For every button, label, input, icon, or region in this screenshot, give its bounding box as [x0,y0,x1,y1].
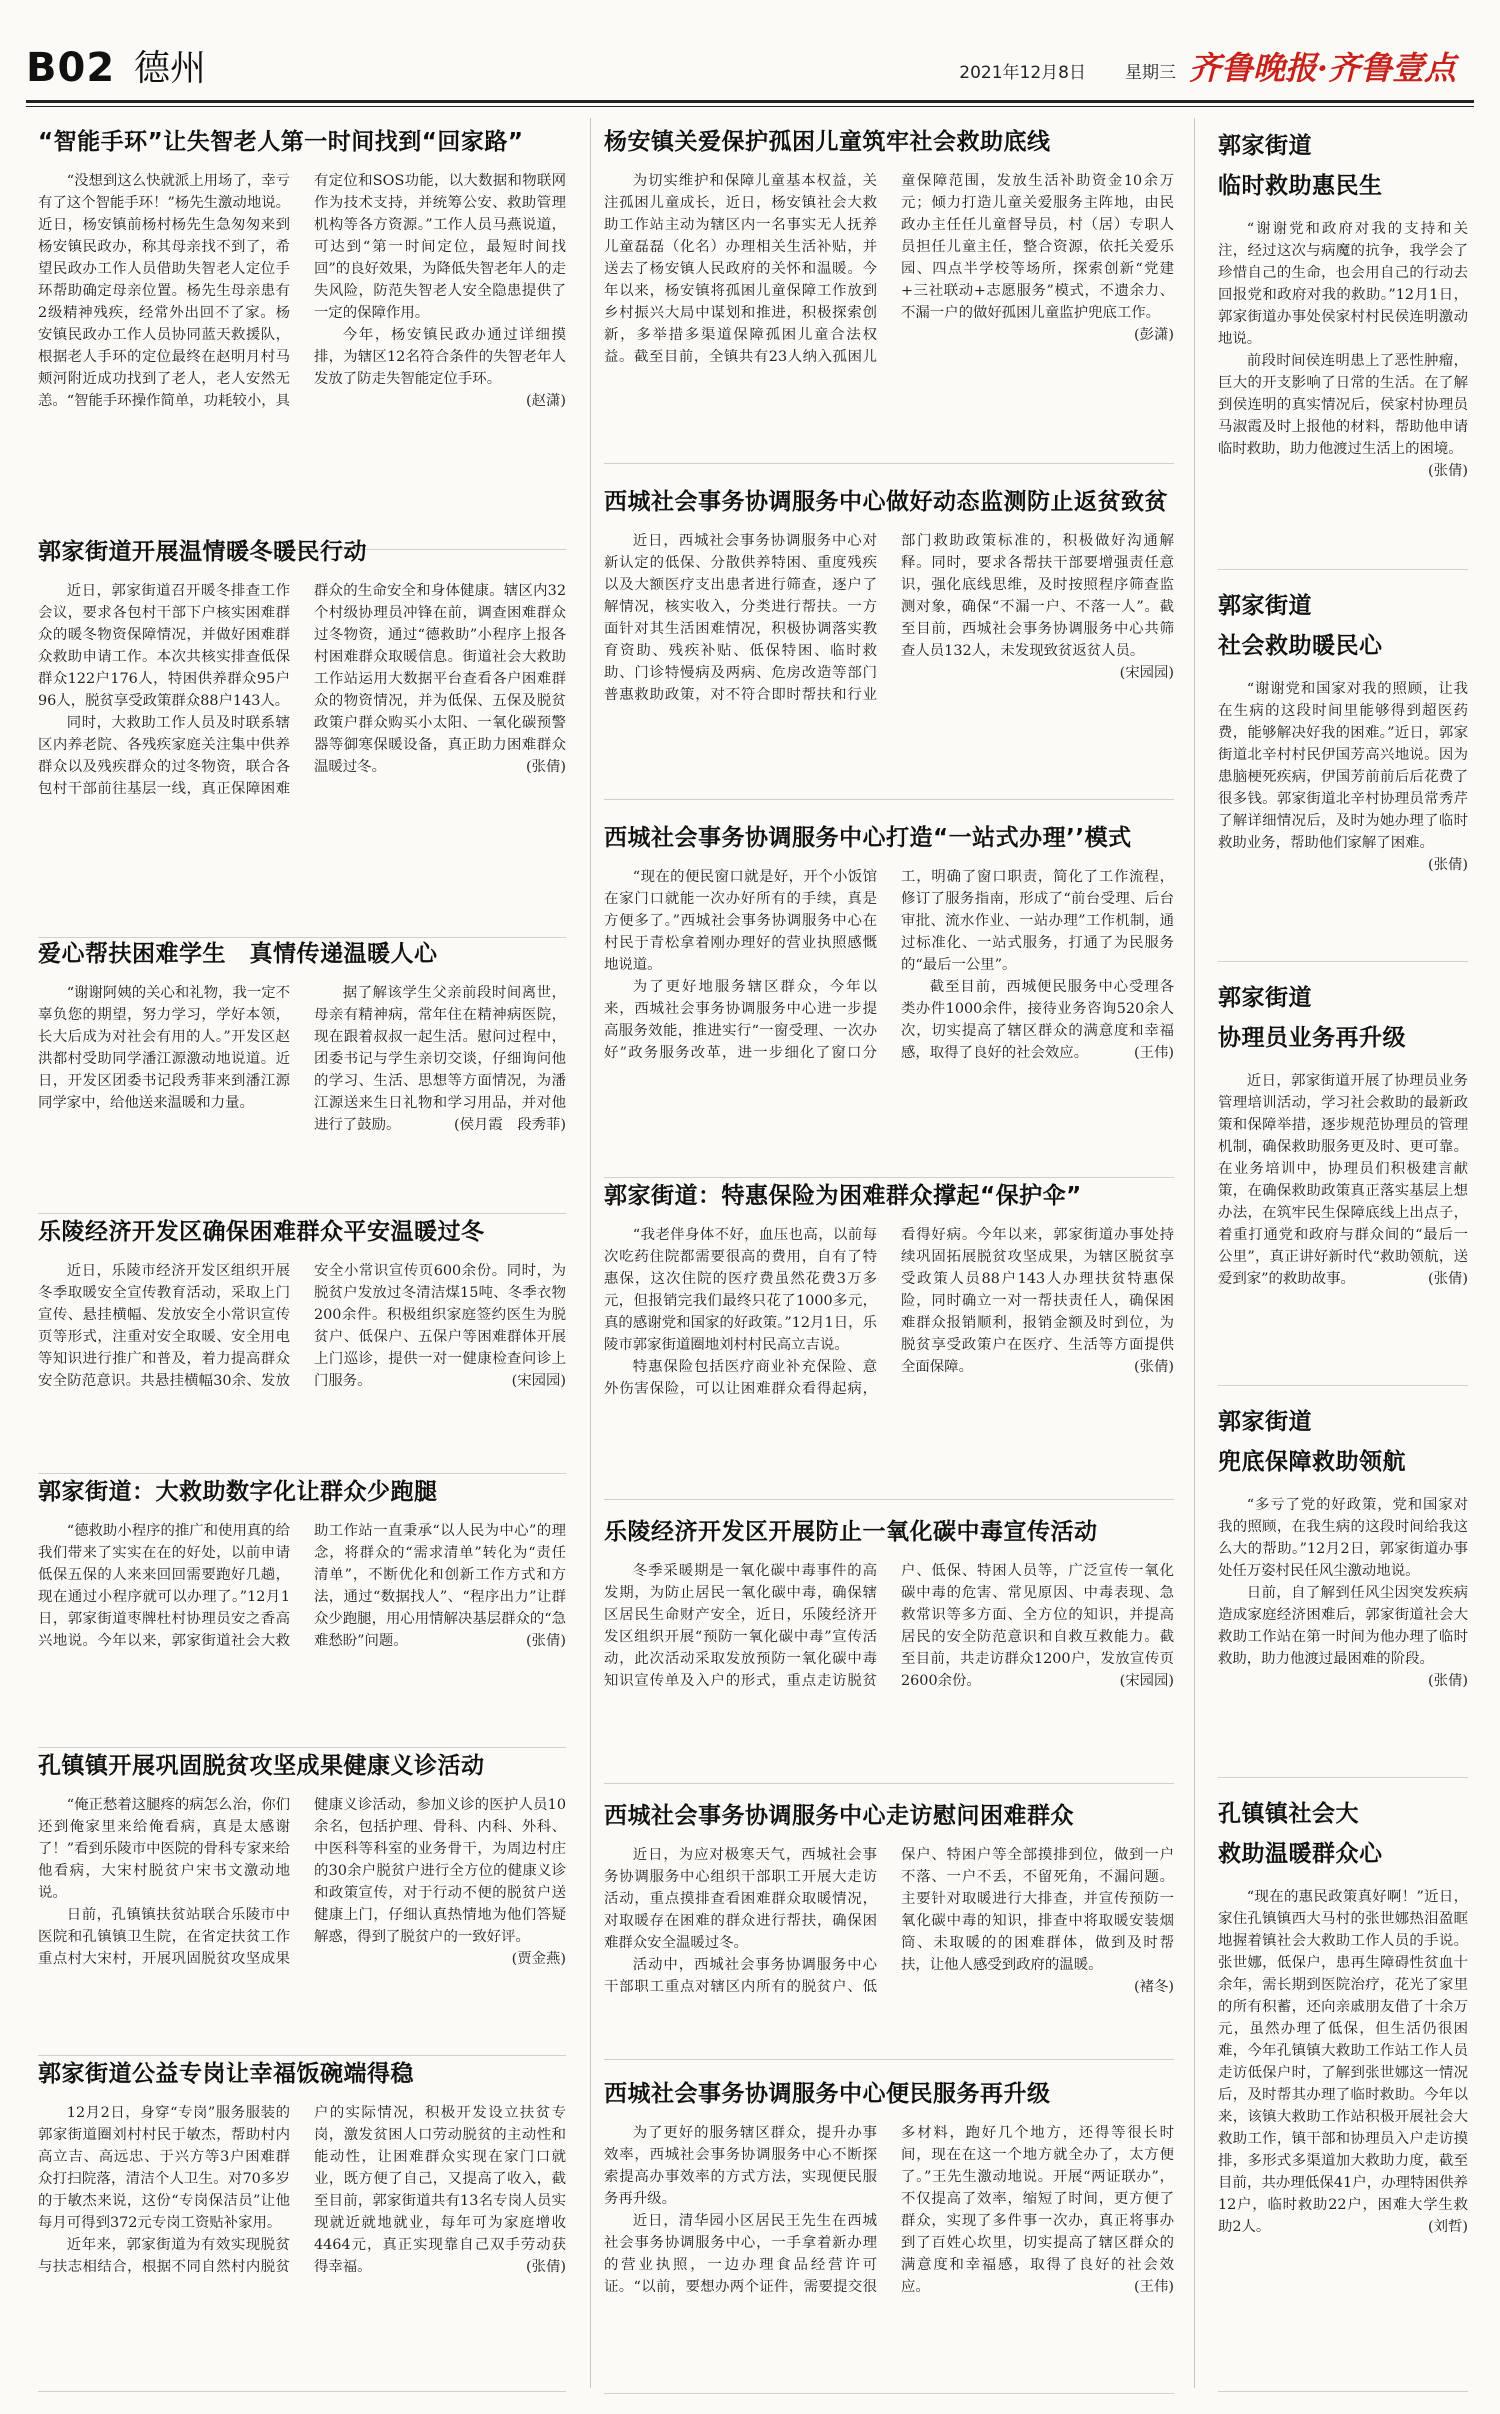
masthead-rule [26,100,1474,103]
article-paragraph: 近日，乐陵市经济开发区组织开展冬季取暖安全宣传教育活动，采取上门宣传、悬挂横幅、发放安全小常识宣传页等形式，注重对安全取暖、安全用电等知识进行推广和普及，着力提高群众安全防范意识。共悬挂横幅30余、发放安全小常识宣传页600余份。同时，为脱贫户发放过冬清洁煤15吨、冬季衣物200余件。积极组织家庭签约医生为脱贫户、低保户、五保户等困难群体开展上门巡诊，提供一对一健康检查问诊上门服务。 (宋园园) [38,1260,566,1392]
article-paragraph: 为了更好地服务辖区群众，今年以来，西城社会事务协调服务中心进一步提高服务效能，推进实行“一窗受理、一次办好”政务服务改革，进一步细化了窗口分工，明确了窗口职责，简化了工作流程，修订了服务指南，形成了“前台受理、后台审批、流水作业、一站办理”工作机制，通过标准化、一站式服务，打通了为民服务的“最后一公里”。 [604,869,1174,1061]
article-separator [1218,961,1468,962]
column-divider [1194,118,1195,2388]
article-separator [604,2059,1174,2060]
article [1218,1402,1468,1774]
column-divider [590,118,591,2388]
article-headline: 爱心帮扶困难学生 真情传递温暖人心 [38,941,438,967]
article-byline: (褚冬) [1133,1979,1174,1995]
article-paragraph: 近日，西城社会事务协调服务中心对新认定的低保、分散供养特困、重度残疾以及大额医疗支出患者进行筛查，逐户了解情况，核实收入，分类进行帮扶。一方面针对其生活困难情况，积极协调落实教育资助、残疾补贴、低保特困、临时救助、门诊特慢病及两病、危房改造等部门普惠救助政策，对不符合即时帮扶和行业部门救助政策标准的，积极做好沟通解释。同时，要求各帮扶干部要增强责任意识，强化底线思维，及时按照程序筛查监测对象，确保“不漏一户、不落一人”。截至目前，西城社会事务协调服务中心共筛查人员132人，未发现致贫返贫人员。 (宋园园) [604,533,1174,703]
article-paragraph: “现在的便民窗口就是好，开个小饭馆在家门口就能一次办好所有的手续，真是方便多了。”西城社会事务协调服务中心在村民于青松拿着刚办理好的营业执照感慨地说道。 [604,869,877,973]
article-paragraph: 前段时间侯连明患上了恶性肿瘤，巨大的开支影响了日常的生活。在了解到侯连明的真实情况后，侯家村协理员马淑霞及时上报他的材料，帮助他申请临时救助，助力他渡过生活上的困境。 (张倩) [1218,350,1468,460]
article-paragraph: 截至目前，西城便民服务中心受理各类办件1000余件，接待业务咨询520余人次，切实提高了辖区群众的满意度和幸福感，取得了良好的社会效应。 (王伟) [901,976,1174,1064]
article-paragraph: “德救助小程序的推广和使用真的给我们带来了实实在在的好处，以前申请低保五保的人来来回回需要跑好几趟，现在通过小程序就可以办理了。”12月1日，郭家街道枣牌杜村协理员安之香高兴地说。今年以来，郭家街道社会大救助工作站一直秉承“以人民为中心”的理念，将群众的“需求清单”转化为“责任清单”，不断优化和创新工作方式和方法，通过“数据找人”、“程序出力”让群众少跑腿，用心用情解决基层群众的“急难愁盼”问题。 (张倩) [38,1520,566,1652]
article-body [38,580,566,800]
article-paragraph: 据了解该学生父亲前段时间离世，母亲有精神病，常年住在精神病医院，现在跟着叔叔一起生活。慰问过程中，团委书记与学生亲切交谈，仔细询问他的学习、生活、思想等方面情况，为潘江源送来生日礼物和学习用品，并对他进行了鼓励。 (侯月霞 段秀菲) [314,982,566,1136]
brand-logo: 齐鲁晚报·齐鲁壹点 [1188,49,1456,87]
article-byline: (张倩) [1427,1271,1468,1287]
article [38,1216,566,1470]
article-paragraph: 近日，为应对极寒天气，西城社会事务协调服务中心组织干部职工开展大走访活动，重点摸排查看困难群众取暖情况，对取暖存在困难的群众进行帮扶，确保困难群众安全温暖过冬。 [604,1847,877,1951]
article [38,536,566,934]
article-headline: 孔镇镇社会大 救助温暖群众心 [1218,1801,1383,1867]
article-headline: 杨安镇关爱保护孤困儿童筑牢社会救助底线 [604,129,1051,155]
article-body [1218,1494,1468,1692]
article-headline: 郭家街道 社会救助暖民心 [1218,593,1383,659]
article-headline: “智能手环”让失智老人第一时间找到“回家路” [38,129,524,155]
article [604,1516,1174,1780]
article [1218,126,1468,566]
article [38,126,566,546]
article-body [604,1844,1174,1998]
section-name: 德州 [134,48,207,89]
article-paragraph: 近日，清华园小区居民王先生在西城社会事务协调服务中心，一手拿着新办理的营业执照，一边办理食品经营许可证。“以前，要想办两个证件，需要提交很多材料，跑好几个地方，还得等很长时间，现在在这一个地方就全办了，太方便了。”王先生激动地说。开展“两证联办”，不仅提高了效率，缩短了时间，更方便了群众，实现了多件事一次办，真正将事办到了百姓心坎里，切实提高了辖区群众的满意度和幸福感，取得了良好的社会效应。 (王伟) [604,2122,1174,2298]
article-headline: 郭家街道公益专岗让幸福饭碗端得稳 [38,2061,414,2087]
article-body [38,1794,566,1970]
article [604,1180,1174,1496]
article-headline: 孔镇镇开展巩固脱贫攻坚成果健康义诊活动 [38,1753,485,1779]
article-body [604,2122,1174,2298]
article-paragraph: 近年来，郭家街道为有效实现脱贫与扶志相结合，根据不同自然村内脱贫户的实际情况，积极开发设立扶贫专岗，激发贫困人口劳动脱贫的主动性和能动性，让困难群众实现在家门口就业，既方便了自己，又提高了收入，截至目前，郭家街道共有13名专岗人员实现就近就地就业，每年可为家庭增收4464元，真正实现靠自己双手劳动获得幸福。 (张倩) [38,2102,566,2278]
masthead [26,42,1476,98]
article-byline: (张倩) [1427,463,1468,479]
article-byline: (张倩) [525,2259,566,2275]
article-paragraph: 为了更好的服务辖区群众，提升办事效率，西城社会事务协调服务中心不断探索提高办事效率的方式方法，实现便民服务再升级。 [604,2125,877,2207]
article-body [38,170,566,412]
article [38,2058,566,2388]
article-paragraph: “谢谢党和政府对我的支持和关注，经过这次与病魔的抗争，我学会了珍惜自己的生命，也会用自己的行动去回报党和政府对我的救助。”12月1日，郭家街道办事处侯家村村民侯连明激动地说。 [1218,221,1468,347]
article-headline: 郭家街道 临时救助惠民生 [1218,133,1383,199]
article-byline: (彭潇) [1133,327,1174,343]
article-paragraph: 日前，孔镇镇扶贫站联合乐陵市中医院和孔镇镇卫生院，在省定扶贫工作重点村大宋村，开展巩固脱贫攻坚成果健康义诊活动，参加义诊的医护人员10余名，包括护理、骨科、内科、外科、中医科等科室的业务骨干，为周边村庄的30余户脱贫户进行全方位的健康义诊和政策宣传，对于行动不便的脱贫户送健康上门，仔细认真热情地为他们答疑解惑，得到了脱贫户的一致好评。 (贾金燕) [38,1794,566,1970]
article-headline: 郭家街道 协理员业务再升级 [1218,985,1406,1051]
article [604,486,1174,796]
article-headline: 郭家街道：特惠保险为困难群众撑起“保护伞” [604,1183,1082,1209]
article [604,126,1174,460]
article-separator [38,2055,566,2056]
article-paragraph: 特惠保险包括医疗商业补充保险、意外伤害保险，可以让困难群众看得起病，看得好病。今年以来，郭家街道办事处持续巩固拓展脱贫攻坚成果，为辖区脱贫享受政策人员88户143人办理扶贫特惠保险，同时确立一对一帮扶责任人，确保困难群众报销顺利，报销金额及时到位，为脱贫享受政策户在医疗、生活等方面提供全面保障。 (张倩) [604,1227,1174,1397]
article-separator [604,1783,1174,1784]
article-separator [1218,569,1468,570]
issue-date: 2021年12月8日 [959,63,1086,83]
article-paragraph: “现在的惠民政策真好啊！”近日，家住孔镇镇西大马村的张世娜热泪盈眶地握着镇社会大救助工作人员的手说。张世娜，低保户，患再生障碍性贫血十余年，需长期到医院治疗，花光了家里的所有积蓄，还向亲戚朋友借了十余万元，虽然办理了低保，但生活仍很困难，今年孔镇镇大救助工作站工作人员走访低保户时，了解到张世娜这一情况后，及时帮其办理了临时救助。今年以来，该镇大救助工作站积极开展社会大救助工作，镇干部和协理员入户走访摸排，多形式多渠道加大救助力度，截至目前，共办理低保41户，办理特困供养12户，临时救助22户，困难大学生救助2人。 (刘哲) [1218,1886,1468,2238]
article-paragraph: 今年，杨安镇民政办通过详细摸排，为辖区12名符合条件的失智老年人发放了防走失智能定位手环。 (赵潇) [314,324,566,390]
article-body [1218,1886,1468,2238]
article-headline: 乐陵经济开发区确保困难群众平安温暖过冬 [38,1219,485,1245]
article-headline: 郭家街道开展温情暖冬暖民行动 [38,539,367,565]
article-byline: (宋园园) [1119,1673,1174,1689]
article-byline: (贾金燕) [511,1951,566,1967]
article-separator [604,2393,1174,2394]
masthead-rule-thin [26,106,1474,107]
article-body [38,1260,566,1392]
article-body [604,170,1174,368]
article [604,1800,1174,2056]
page-number: B02 [26,45,116,91]
article-paragraph: 近日，郭家街道召开暖冬排查工作会议，要求各包村干部下户核实困难群众的暖冬物资保障情况，并做好困难群众救助申请工作。本次共核实排查低保群众122户176人，特困供养群众95户96人，脱贫享受政策群众88户143人。 [38,583,290,709]
article-paragraph: 同时，大救助工作人员及时联系辖区内养老院、各残疾家庭关注集中供养群众以及残疾群众的过冬物资，联合各包村干部前往基层一线，真正保障困难群众的生命安全和身体健康。辖区内32个村级协理员冲锋在前，调查困难群众过冬物资，通过“德救助”小程序上报各村困难群众取暖信息。街道社会大救助工作站运用大数据平台查看各户困难群众的物资情况，并为低保、五保及脱贫政策户群众购买小太阳、一氧化碳预警器等御寒保暖设备，真正助力困难群众温暖过冬。 (张倩) [38,583,566,797]
article-separator [38,1473,566,1474]
article-separator [604,1177,1174,1178]
article-separator [1218,1777,1468,1778]
article-paragraph: “没想到这么快就派上用场了，幸亏有了这个智能手环！”杨先生激动地说。近日，杨安镇前杨村杨先生急匆匆来到杨安镇民政办，称其母亲找不到了，希望民政办工作人员借助失智老人定位手环帮助确定母亲位置。杨先生母亲患有2级精神残疾，经常外出回不了家。杨安镇民政办工作人员协同蓝天救援队，根据老人手环的定位最终在赵明月村马颊河附近成功找到了老人，老人安然无恙。“智能手环操作简单，功耗较小，具有定位和SOS功能，以大数据和物联网作为技术支持，并统筹公安、救助管理机构等各方资源。”工作人员马燕说道，可达到“第一时间定位，最短时间找回”的良好效果，为降低失智老年人的走失风险，防范失智老人安全隐患提供了一定的保障作用。 [38,173,566,409]
article-headline: 西城社会事务协调服务中心走访慰问困难群众 [604,1803,1074,1829]
article-headline: 郭家街道 兜底保障救助领航 [1218,1409,1406,1475]
article-paragraph: 为切实维护和保障儿童基本权益，关注孤困儿童成长，近日，杨安镇社会大救助工作站主动为辖区内一名事实无人抚养儿童磊磊（化名）办理相关生活补贴，并送去了杨安镇人民政府的关怀和温暖。今年以来，杨安镇将孤困儿童保障工作放到乡村振兴大局中谋划和推进，积极探索创新，多举措多渠道保障孤困儿童合法权益。截至目前，全镇共有23人纳入孤困儿童保障范围，发放生活补助资金10余万元；倾力打造儿童关爱服务主阵地，由民政办主任任儿童督导员，村（居）专职人员担任儿童主任，整合资源，依托关爱乐园、四点半学校等场所，探索创新“党建+三社联动+志愿服务”模式，不遗余力、不漏一户的做好孤困儿童监护兜底工作。 (彭潇) [604,173,1174,365]
article [1218,1794,1468,2388]
article-byline: (赵潇) [525,393,566,409]
article-body [38,1520,566,1652]
article [38,1750,566,2052]
article [38,1476,566,1744]
article-paragraph: 12月2日，身穿“专岗”服务服装的郭家街道圈刘村村民于敏杰，帮助村内高立吉、高远忠、于兴方等3户困难群众打扫院落，清洁个人卫生。对70多岁的于敏杰来说，这份“专岗保洁员”让他每月可得到372元专岗工资贴补家用。 [38,2105,290,2231]
article [604,2078,1174,2390]
article-byline: (宋园园) [1119,665,1174,681]
article-paragraph: 冬季采暖期是一氧化碳中毒事件的高发期，为防止居民一氧化碳中毒，确保辖区居民生命财产安全，近日，乐陵经济开发区组织开展“预防一氧化碳中毒”宣传活动，此次活动采取发放预防一氧化碳中毒知识宣传单及入户的形式，重点走访脱贫户、低保、特困人员等，广泛宣传一氧化碳中毒的危害、常见原因、中毒表现、急救常识等多方面、全方位的知识，并提高居民的安全防范意识和自救互救能力。截至目前，共走访群众1200户，发放宣传页2600余份。 (宋园园) [604,1560,1174,1692]
article-separator [38,1213,566,1214]
article-separator [38,2391,566,2392]
article-body [604,1224,1174,1400]
article [604,822,1174,1174]
article-body [604,866,1174,1064]
article-separator [604,799,1174,800]
article-body [1218,218,1468,482]
article-paragraph: “多亏了党的好政策，党和国家对我的照顾，在我生病的这段时间给我这么大的帮助。”12月2日，郭家街道办事处任万姿村民任风尘激动地说。 [1218,1497,1468,1579]
article-byline: (宋园园) [511,1373,566,1389]
article-separator [1218,1385,1468,1386]
issue-weekday: 星期三 [1125,63,1176,83]
article-body [1218,1070,1468,1290]
article-body [38,2102,566,2278]
article-byline: (侯月霞 段秀菲) [454,1117,566,1133]
article-byline: (张倩) [1427,1673,1468,1689]
article-headline: 西城社会事务协调服务中心做好动态监测防止返贫致贫 [604,489,1168,515]
article-byline: (王伟) [1133,1045,1174,1061]
article-separator [604,1499,1174,1500]
article [1218,586,1468,958]
article-paragraph: “谢谢党和国家对我的照顾，让我在生病的这段时间里能够得到超医药费，能够解决好我的困难。”近日，郭家街道北辛村村民伊国芳高兴地说。因为患脑梗死疾病，伊国芳前前后后花费了很多钱。郭家街道北辛村协理员常秀芹了解详细情况后，及时为她办理了临时救助业务，帮助他们家解了困难。 (张倩) [1218,678,1468,854]
article-separator [604,463,1174,464]
article-body [38,982,566,1136]
article-headline: 乐陵经济开发区开展防止一氧化碳中毒宣传活动 [604,1519,1098,1545]
article-byline: (张倩) [525,1633,566,1649]
article-byline: (张倩) [525,759,566,775]
article-headline: 西城社会事务协调服务中心打造“一站式办理’’模式 [604,825,1132,851]
article-byline: (王伟) [1133,2279,1174,2295]
article-paragraph: “谢谢阿姨的关心和礼物，我一定不辜负您的期望，努力学习，学好本领，长大后成为对社会有用的人。”开发区赵洪都村受助同学潘江源激动地说道。近日，开发区团委书记段秀菲来到潘江源同学家中，给他送来温暖和力量。 [38,985,291,1111]
article-headline: 郭家街道：大救助数字化让群众少跑腿 [38,1479,438,1505]
article-body [604,1560,1174,1692]
article-byline: (刘哲) [1427,2219,1468,2235]
article-headline: 西城社会事务协调服务中心便民服务再升级 [604,2081,1051,2107]
article-byline: (张倩) [1427,857,1468,873]
article-paragraph: 活动中，西城社会事务协调服务中心干部职工重点对辖区内所有的脱贫户、低保户、特困户等全部摸排到位，做到一户不落、一户不丢，不留死角，不漏问题。主要针对取暖进行大排查，并宣传预防一氧化碳中毒的知识，排查中将取暖安装烟筒、未取暖的的困难群体，做到及时帮扶，让他人感受到政府的温暖。 (褚冬) [604,1844,1174,1998]
article-body [604,530,1174,706]
article-separator [38,1747,566,1748]
article-paragraph: “我老伴身体不好，血压也高，以前每次吃药住院都需要很高的费用，自有了特惠保，这次住院的医疗费虽然花费3万多元，但报销完我们最终只花了1000多元，真的感谢党和国家的好政策。”12月1日，乐陵市郭家街道圈地刘村村民高立吉说。 [604,1227,877,1353]
article-body [1218,678,1468,876]
article-paragraph: 日前，自了解到任风尘因突发疾病造成家庭经济困难后，郭家街道社会大救助工作站在第一时间为他办理了临时救助，助力他渡过最困难的阶段。 (张倩) [1218,1582,1468,1670]
article-paragraph: “俺正愁着这腿疼的病怎么治，你们还到俺家里来给俺看病，真是太感谢了！”看到乐陵市中医院的骨科专家来给他看病，大宋村脱贫户宋书文激动地说。 [38,1797,291,1901]
article-separator [1218,2391,1468,2392]
article [38,938,566,1210]
article-byline: (张倩) [1133,1359,1174,1375]
article [1218,978,1468,1382]
article-paragraph: 近日，郭家街道开展了协理员业务管理培训活动，学习社会救助的最新政策和保障举措，逐步规范协理员的管理机制，确保救助服务更及时、更可靠。在业务培训中，协理员们积极建言献策，在确保救助政策真正落实基层上想办法，在筑牢民生保障底线上出点子，着重打通党和政府与群众间的“最后一公里”，真正讲好新时代“救助领航，送爱到家”的救助故事。 (张倩) [1218,1070,1468,1290]
